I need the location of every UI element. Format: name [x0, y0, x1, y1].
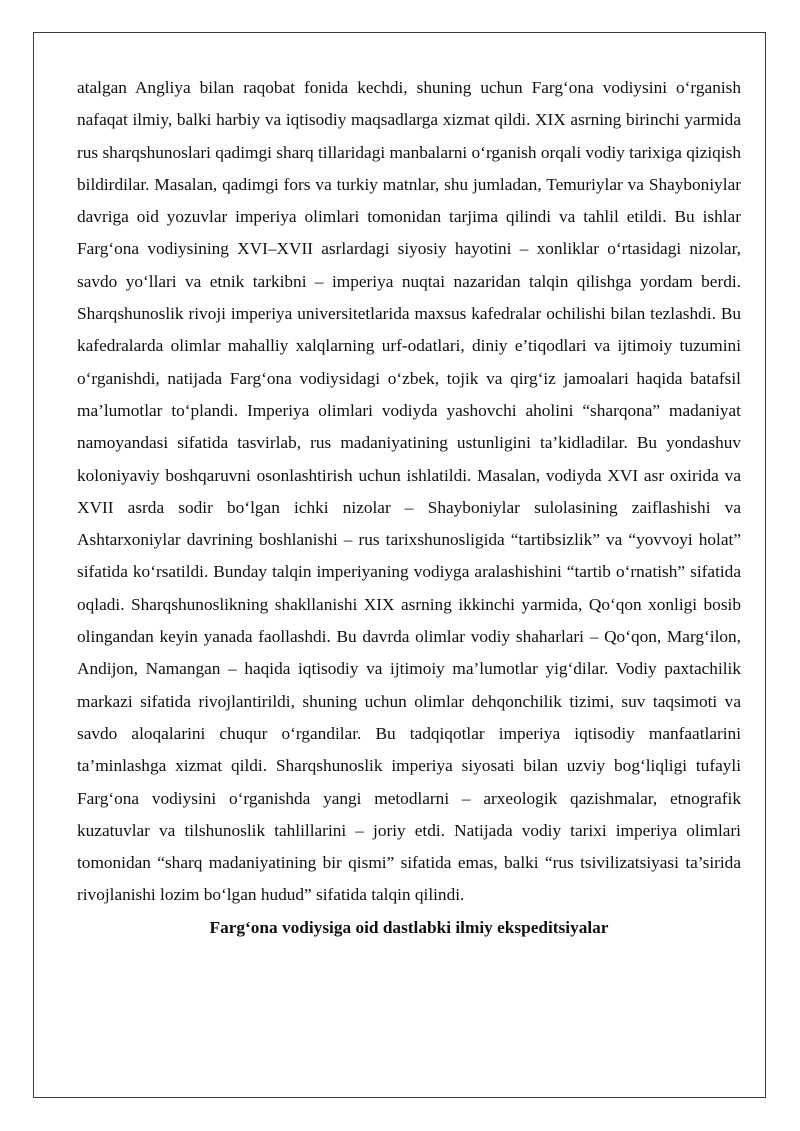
section-heading: Farg‘ona vodiysiga oid dastlabki ilmiy ekspeditsiyalar [209, 917, 609, 937]
body-paragraph: atalgan Angliya bilan raqobat fonida kechdi, shuning uchun Farg‘ona vodiysini o‘rganish nafaqat ilmiy, balki harbiy va iqtisodiy maqsadlarga xizmat qildi. XIX asrning birinchi yarmida rus sharqshunoslari qadimgi sharq tillaridagi manbalarni o‘rganish orqali vodiy tarixiga qiziqish bildirdilar. Masalan, qadimgi fors va turkiy matnlar, shu jumladan, Temuriylar va Shayboniylar davriga oid yozuvlar imperiya olimlari tomonidan tarjima qilindi va tahlil etildi. Bu ishlar Farg‘ona vodiysining XVI–XVII asrlardagi siyosiy hayotini – xonliklar o‘rtasidagi nizolar, savdo yo‘llari va etnik tarkibni – imperiya nuqtai nazaridan talqin qilishga yordam berdi. Sharqshunoslik rivoji imperiya universitetlarida maxsus kafedralar ochilishi bilan tezlashdi. Bu kafedralarda olimlar mahalliy xalqlarning urf-odatlari, diniy e’tiqodlari va ijtimoiy tuzumini o‘rganishdi, natijada Farg‘ona vodiysidagi o‘zbek, tojik va qirg‘iz jamoalari haqida batafsil ma’lumotlar to‘plandi. Imperiya olimlari vodiyda yashovchi aholini “sharqona” madaniyat namoyandasi sifatida tasvirlab, rus madaniyatining ustunligini ta’kidladilar. Bu yondashuv koloniyaviy boshqaruvni osonlashtirish uchun ishlatildi. Masalan, vodiyda XVI asr oxirida va XVII asrda sodir bo‘lgan ichki nizolar – Shayboniylar sulolasining zaiflashishi va Ashtarxoniylar davrining boshlanishi – rus tarixshunosligida “tartibsizlik” va “yovvoyi holat” sifatida ko‘rsatildi. Bunday talqin imperiyaning vodiyga aralashishini “tartib o‘rnatish” sifatida oqladi. Sharqshunoslikning shakllanishi XIX asrning ikkinchi yarmida, Qo‘qon xonligi bosib olingandan keyin yanada faollashdi. Bu davrda olimlar vodiy shaharlari – Qo‘qon, Marg‘ilon, Andijon, Namangan – haqida iqtisodiy va ijtimoiy ma’lumotlar yig‘dilar. Vodiy paxtachilik markazi sifatida rivojlantirildi, shuning uchun olimlar dehqonchilik tizimi, suv taqsimoti va savdo aloqalarini chuqur o‘rgandilar. Bu tadqiqotlar imperiya iqtisodiy manfaatlarini ta’minlashga xizmat qildi. Sharqshunoslik imperiya siyosati bilan uzviy bog‘liqligi tufayli Farg‘ona vodiysini o‘rganishda yangi metodlarni – arxeologik qazishmalar, etnografik kuzatuvlar va tilshunoslik tahlillarini – joriy etdi. Natijada vodiy tarixi imperiya olimlari tomonidan “sharq madaniyatining bir qismi” sifatida emas, balki “rus tsivilizatsiyasi ta’sirida rivojlanishi lozim bo‘lgan hudud” sifatida talqin qilindi. [77, 78, 741, 905]
document-content [77, 72, 741, 944]
